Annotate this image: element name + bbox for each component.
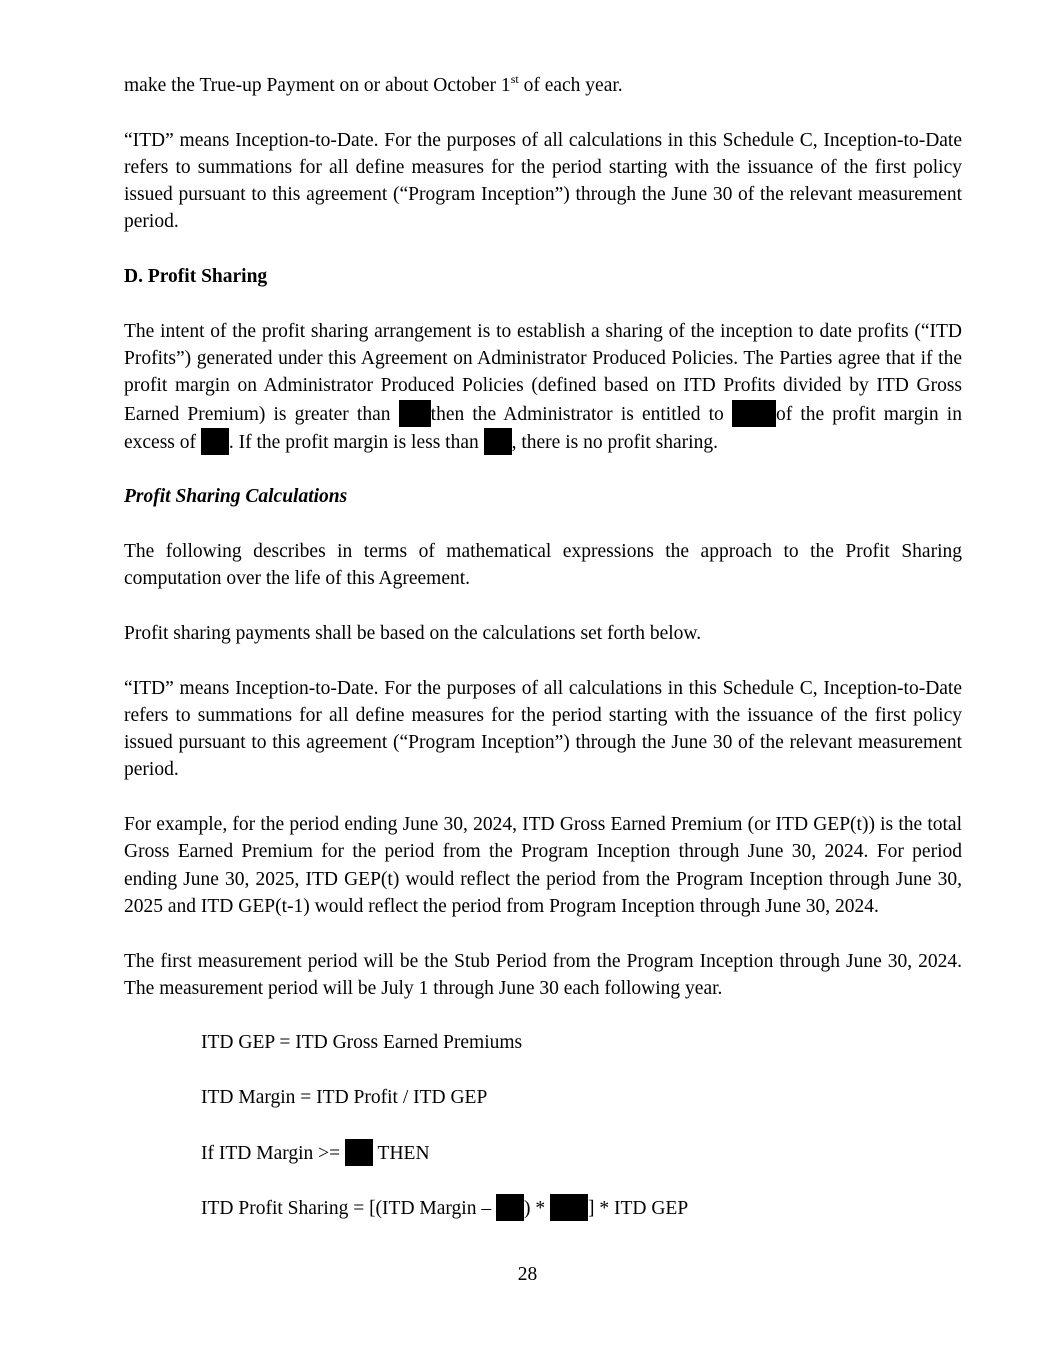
redaction-block xyxy=(484,428,512,455)
true-up-text-end: of each year. xyxy=(518,75,623,96)
itd-definition-paragraph: “ITD” means Inception-to-Date. For the purposes of all calculations in this Schedule C, Inception-to-Date refers to summations for all define measures for the period starting with the issuance of the first policy issued pursuant to this agreement (“Program Inception”) through the June 30 of the relevant measurement period. xyxy=(124,129,962,233)
intent-text-5: , there is no profit sharing. xyxy=(511,431,718,453)
profit-sharing-intent-paragraph xyxy=(124,318,962,456)
measurement-period-paragraph: The first measurement period will be the Stub Period from the Program Inception through June 30, 2024. The measurement period will be July 1 through June 30 each following year. xyxy=(124,950,962,999)
condition-then: THEN xyxy=(373,1142,430,1164)
document-body xyxy=(124,72,962,1250)
formula-itd-margin: ITD Margin = ITD Profit / ITD GEP xyxy=(201,1086,488,1108)
section-heading-profit-sharing: D. Profit Sharing xyxy=(124,266,268,288)
redaction-block xyxy=(345,1139,373,1166)
formula-profit-sharing xyxy=(201,1194,962,1222)
profit-sharing-formula-start: ITD Profit Sharing = [(ITD Margin – xyxy=(201,1198,496,1220)
profit-sharing-formula-mid: ) * xyxy=(523,1198,550,1220)
payments-basis-paragraph: Profit sharing payments shall be based on the calculations set forth below. xyxy=(124,622,702,644)
condition-text: If ITD Margin >= xyxy=(201,1142,346,1164)
redaction-block xyxy=(201,428,229,455)
redaction-block xyxy=(732,400,776,427)
itd-definition-paragraph-repeat: “ITD” means Inception-to-Date. For the purposes of all calculations in this Schedule C, Inception-to-Date refers to summations for all define measures for the period starting with the issuance of the first policy issued pursuant to this agreement (“Program Inception”) through the June 30 of the relevant measurement period. xyxy=(124,677,962,781)
true-up-paragraph xyxy=(124,72,962,99)
ordinal-suffix: st xyxy=(510,72,519,86)
redaction-block xyxy=(496,1194,524,1221)
intent-text-3: of the profit margin in excess of xyxy=(124,403,962,453)
intent-text-2: then the Administrator is entitled to xyxy=(430,403,732,425)
intent-text-4: . If the profit margin is less than xyxy=(228,431,484,453)
profit-sharing-formula-end: ] * ITD GEP xyxy=(587,1198,689,1220)
page-number: 28 xyxy=(517,1264,538,1285)
example-paragraph: For example, for the period ending June 30, 2024, ITD Gross Earned Premium (or ITD GEP(t)) is the total Gross Earned Premium for the period from the Program Inception through June 30, 2024. For period ending June 30, 2025, ITD GEP(t) would reflect the period from the Program Inception through June 30, 2025 and ITD GEP(t-1) would reflect the period from Program Inception through June 30, 2024. xyxy=(124,814,962,917)
math-expressions-paragraph: The following describes in terms of mathematical expressions the approach to the Profit Sharing computation over the life of this Agreement. xyxy=(124,541,962,590)
redaction-block xyxy=(550,1194,588,1221)
formula-itd-gep: ITD GEP = ITD Gross Earned Premiums xyxy=(201,1032,523,1054)
subheading-profit-sharing-calculations: Profit Sharing Calculations xyxy=(124,486,348,508)
redaction-block xyxy=(399,400,431,427)
intent-text-1: The intent of the profit sharing arrangement is to establish a sharing of the inception to date profits (“ITD Profits”) generated under this Agreement on Administrator Produced Policies. The Parties agree that if the profit margin on Administrator Produced Policies (defined based on ITD Profits divided by ITD Gross Earned Premium) is greater than xyxy=(124,320,962,425)
formula-margin-condition xyxy=(201,1139,962,1167)
true-up-text: make the True-up Payment on or about October 1 xyxy=(124,75,511,96)
